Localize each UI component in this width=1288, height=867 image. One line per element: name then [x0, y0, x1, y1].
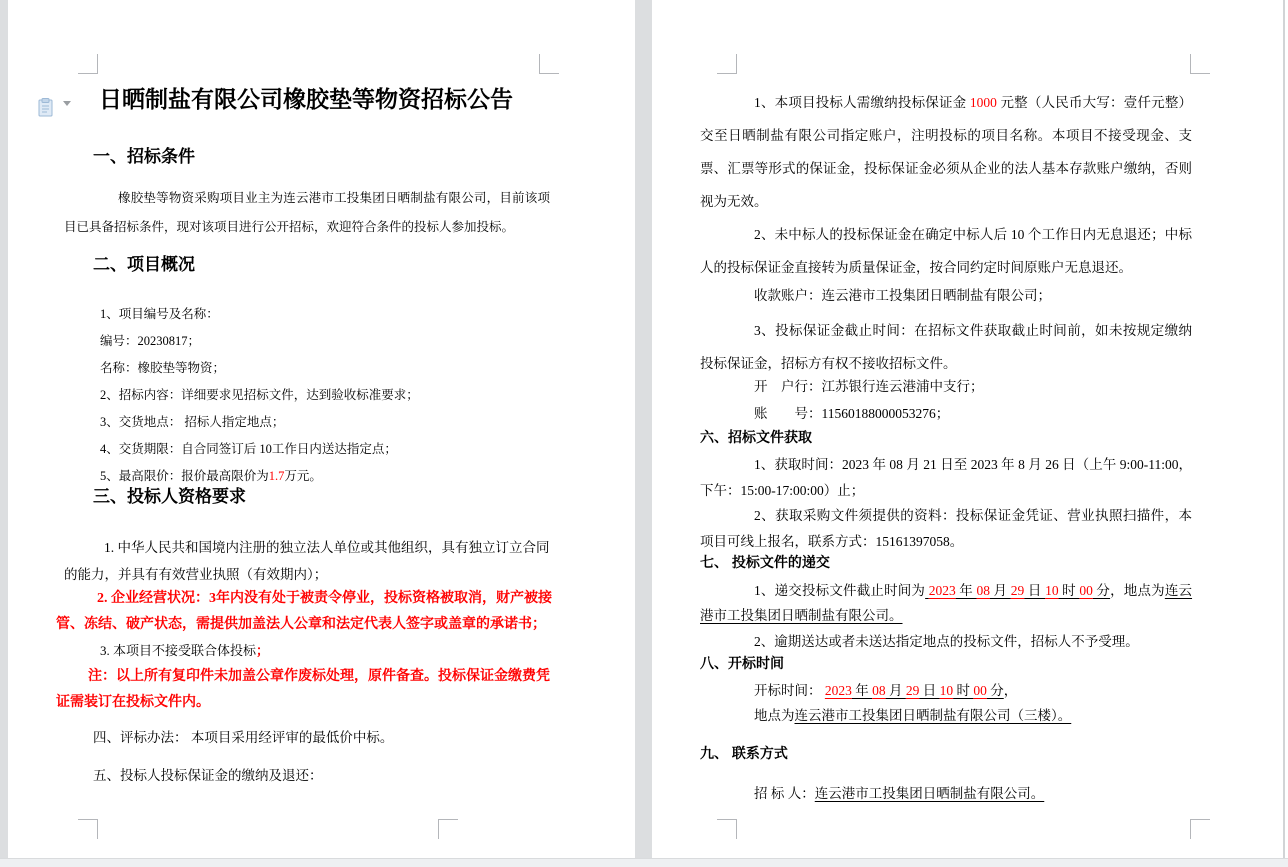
open-year-unit: 年: [851, 683, 873, 698]
section-2-heading: 二、项目概况: [93, 255, 195, 274]
open-day: 29: [905, 683, 920, 698]
section-6-heading: 六、招标文件获取: [700, 429, 812, 445]
price-limit-suffix: 万元。: [284, 469, 322, 483]
payee-account-line: 收款账户：连云港市工投集团日晒制盐有限公司；: [754, 288, 1051, 303]
document-page-1[interactable]: [8, 0, 635, 858]
deposit-paragraph-1: [700, 86, 1192, 218]
bank-line: 开 户行：江苏银行连云港浦中支行；: [754, 379, 984, 394]
page-gap: [635, 0, 652, 858]
opening-place-underlined: 连云港市工投集团日晒制盐有限公司（三楼）。: [794, 708, 1072, 723]
submission-prefix: 1、递交投标文件截止时间为: [754, 583, 926, 598]
date-minute-unit: 分: [1092, 583, 1111, 598]
open-day-unit: 日: [919, 683, 940, 698]
date-day: 29: [1010, 583, 1025, 598]
qualification-item-3: [100, 640, 269, 659]
opening-time-label: 开标时间：: [754, 683, 825, 698]
delivery-period-item: 4、交货期限：自合同签订后 10工作日内送达指定点；: [100, 442, 397, 456]
open-hour-unit: 时: [953, 683, 974, 698]
opening-time-line: [700, 679, 1192, 699]
section-1-paragraph: 橡胶垫等物资采购项目业主为连云港市工投集团日晒制盐有限公司，目前该项目已具备招标条件，现对该项目进行公开招标，欢迎符合条件的投标人参加投标。: [64, 191, 550, 234]
open-minute-unit: 分: [986, 683, 1004, 698]
open-minute: 00: [973, 683, 987, 698]
section-1-heading: 一、招标条件: [93, 147, 195, 166]
deposit-p1-suffix: 元整（人民币大写：壹仟元整）交至日晒制盐有限公司指定账户，注明投标的项目名称。本项目不接受现金、支票、汇票等形式的保证金，投标保证金必须从企业的法人基本存款账户缴纳，否则视为无效。: [700, 95, 1193, 209]
date-hour: 10: [1045, 583, 1059, 598]
paste-options-clipboard-icon: [38, 98, 56, 123]
date-day-unit: 日: [1024, 583, 1046, 598]
page-right-edge-line: [1283, 0, 1285, 858]
project-number-value: 编号：20230817；: [100, 334, 201, 348]
qualification-item-2-red: 2. 企业经营状况：3年内没有处于被责令停业，投标资格被取消，财产被接管、冻结、破产状态，需提供加盖法人公章和法定代表人签字或盖章的承诺书；: [56, 591, 552, 632]
crop-mark-bottom-left: [717, 819, 737, 839]
tenderer-label: 招 标 人：: [754, 786, 815, 801]
submission-mid: ，地点为: [1110, 583, 1165, 598]
bid-content-item: 2、招标内容：详细要求见招标文件，达到验收标准要求；: [100, 388, 419, 402]
crop-mark-top-left: [78, 54, 98, 74]
document-page-2[interactable]: [652, 0, 1283, 858]
price-limit-item: [100, 463, 570, 490]
qualification-item-3-text: 3. 本项目不接受联合体投标: [100, 643, 257, 658]
section-3-heading: 三、投标人资格要求: [93, 487, 246, 506]
date-minute: 00: [1079, 583, 1093, 598]
delivery-place-item: 3、交货地点： 招标人指定地点；: [100, 415, 285, 429]
tenderer-name-underlined: 连云港市工投集团日晒制盐有限公司。: [814, 786, 1045, 801]
open-hour: 10: [939, 683, 954, 698]
qualification-item-3-semicolon: ；: [256, 643, 270, 658]
obtain-time-paragraph: 1、获取时间：2023 年 08 月 21 日至 2023 年 8 月 26 日（上午 9:00-11:00，下午：15:00-17:00:00）止；: [700, 457, 1192, 498]
deposit-p1-prefix: 1、本项目投标人需缴纳投标保证金: [754, 95, 970, 110]
crop-mark-top-right: [1190, 54, 1210, 74]
date-hour-unit: 时: [1058, 583, 1080, 598]
section-7-heading: 七、 投标文件的递交: [700, 554, 830, 570]
open-month: 08: [872, 683, 886, 698]
canvas-left-gutter: [0, 0, 8, 858]
date-month: 08: [976, 583, 990, 598]
crop-mark-bottom-right: [1190, 819, 1210, 839]
obtain-materials-paragraph: 2、获取采购文件须提供的资料：投标保证金凭证、营业执照扫描件，本项目可线上报名，联系方式：15161397058。: [700, 508, 1192, 549]
deposit-paragraph-2: 2、未中标人的投标保证金在确定中标人后 10 个工作日内无息退还；中标人的投标保证金直接转为质量保证金，按合同约定时间原账户无息退还。: [700, 227, 1192, 275]
opening-place-line: [700, 704, 1192, 724]
price-limit-value: 1.7: [268, 469, 285, 483]
price-limit-prefix: 5、最高限价：报价最高限价为: [100, 469, 269, 483]
deposit-amount: 1000: [969, 95, 997, 110]
account-number-line: 账 号：11560188000053276；: [754, 406, 950, 421]
window-bottom-strip: [0, 858, 1288, 867]
date-month-unit: 月: [989, 583, 1011, 598]
submission-place-underlined: 连云港市工投集团日晒制盐有限公司。: [700, 583, 1193, 623]
section-8-heading: 八、开标时间: [700, 655, 784, 671]
tenderer-line: [700, 782, 1192, 802]
date-year: 2023: [928, 583, 956, 598]
qualification-item-1: 1. 中华人民共和国境内注册的独立法人单位或其他组织，具有独立订立合同的能力，并具有有效营业执照（有效期内）；: [64, 540, 550, 582]
date-year-unit: 年: [955, 583, 977, 598]
open-year: 2023: [824, 683, 852, 698]
crop-mark-top-right: [539, 54, 559, 74]
project-name-value: 名称：橡胶垫等物资；: [100, 361, 226, 375]
qualification-note-red: 注：以上所有复印件未加盖公章作废标处理，原件备查。投标保证金缴费凭证需装订在投标文件内。: [56, 669, 550, 710]
crop-mark-top-left: [717, 54, 737, 74]
opening-place-prefix: 地点为: [754, 708, 795, 723]
crop-mark-bottom-right: [438, 819, 458, 839]
opening-time-suffix: ，: [1003, 683, 1018, 698]
section-4-line: 四、评标办法： 本项目采用经评审的最低价中标。: [93, 730, 394, 745]
submission-deadline-paragraph: [700, 578, 1192, 628]
project-number-label: 1、项目编号及名称：: [100, 307, 219, 321]
crop-mark-bottom-left: [78, 819, 98, 839]
deposit-deadline-paragraph: 3、投标保证金截止时间：在招标文件获取截止时间前，如未按规定缴纳投标保证金，招标方有权不接收招标文件。: [700, 323, 1192, 371]
document-title: 日晒制盐有限公司橡胶垫等物资招标公告: [99, 86, 513, 112]
open-month-unit: 月: [885, 683, 906, 698]
section-5-line: 五、投标人投标保证金的缴纳及退还：: [93, 768, 323, 783]
section-9-heading: 九、 联系方式: [700, 745, 788, 761]
late-submission-paragraph: 2、逾期送达或者未送达指定地点的投标文件，招标人不予受理。: [754, 634, 1139, 649]
